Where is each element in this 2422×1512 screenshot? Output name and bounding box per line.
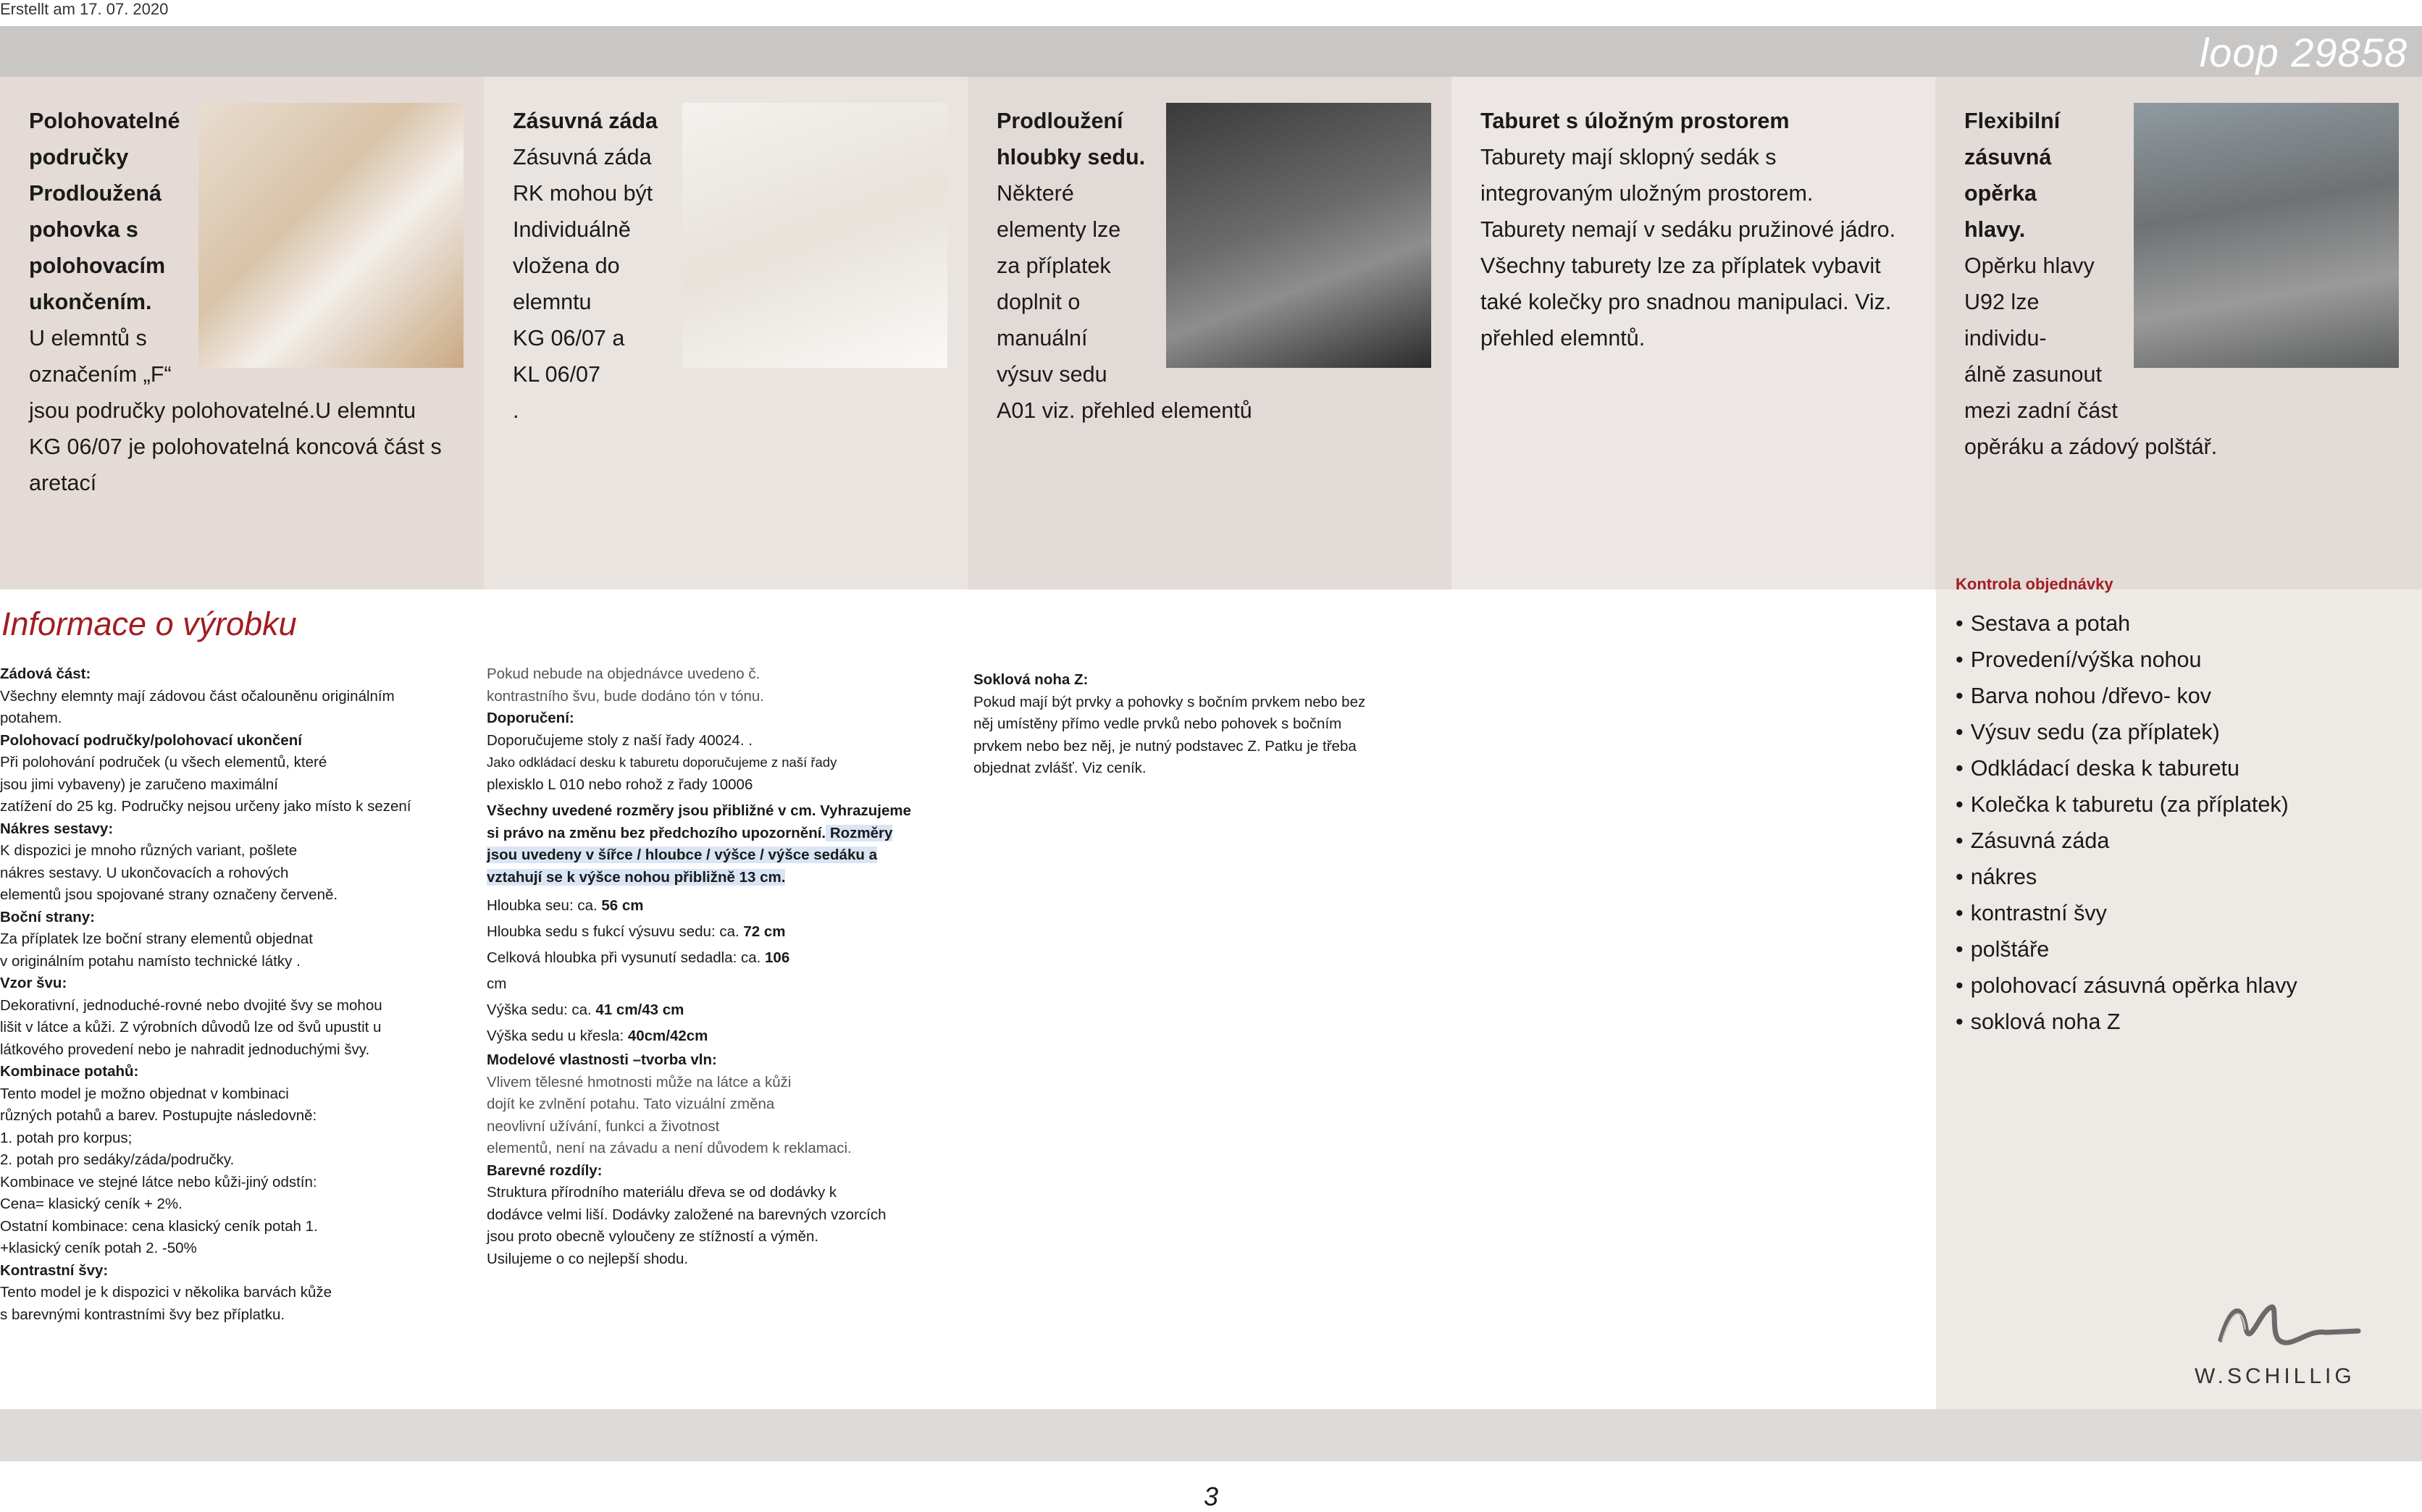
section-line: potahem. (0, 710, 62, 726)
dimensions-list (487, 893, 950, 1049)
section-line: objednat zvlášť. Viz ceník. (973, 760, 1147, 776)
section-line: 1. potah pro korpus; (0, 1129, 133, 1146)
feature-line: Taburety mají sklopný sedák s (1480, 145, 1777, 169)
section-line: různých potahů a barev. Postupujte následovně: (0, 1107, 317, 1124)
section-line: kontrastního švu, bude dodáno tón v tónu. (487, 687, 764, 705)
order-check-item: • Sestava a potah (1956, 605, 2297, 642)
feature-column (0, 77, 484, 589)
feature-line: . (513, 398, 519, 423)
dimension-row (487, 893, 950, 919)
feature-line: za příplatek (997, 253, 1111, 278)
feature-line: vložena do (513, 253, 620, 278)
feature-line: Taburety nemají v sedáku pružinové jádro. (1480, 217, 1896, 242)
dimension-value: 56 cm (601, 897, 644, 914)
feature-line: výsuv sedu (997, 362, 1107, 387)
feature-line: álně zasunout (1964, 362, 2102, 387)
section-line: jsou jimi vybaveny) je zaručeno maximální (0, 776, 278, 793)
dimension-label: Hloubka sedu s fukcí výsuvu sedu: ca. (487, 923, 744, 940)
section-line: Cena= klasický ceník + 2%. (0, 1196, 183, 1212)
title-bar (0, 26, 2422, 77)
schillig-logo (2192, 1289, 2402, 1390)
feature-line: opěráku a zádový polštář. (1964, 434, 2218, 459)
feature-text (29, 103, 464, 501)
feature-line: manuální (997, 326, 1088, 350)
schillig-logo-text: W.SCHILLIG (2195, 1364, 2355, 1388)
section-line: Tento model je k dispozici v několika barvách kůže (0, 1284, 332, 1301)
feature-text (1964, 103, 2399, 465)
feature-line: KG 06/07 je polohovatelná koncová část s (29, 434, 442, 459)
feature-line: jsou područky polohovatelné.U elemntu (29, 398, 416, 423)
feature-line: A01 viz. přehled elementů (997, 398, 1252, 423)
feature-line: doplnit o (997, 290, 1081, 314)
feature-text (1480, 103, 1915, 356)
dimension-value: 72 cm (743, 923, 786, 940)
section-heading: Doporučení: (487, 710, 574, 726)
section-heading: Modelové vlastnosti –tvorba vln: (487, 1051, 717, 1068)
feature-column (968, 77, 1451, 589)
feature-heading: Taburet s úložným prostorem (1480, 109, 1790, 133)
feature-line: také kolečky pro snadnou manipulaci. Viz. (1480, 290, 1892, 314)
section-line: Tento model je možno objednat v kombinaci (0, 1085, 289, 1102)
dimension-row (487, 919, 950, 945)
section-heading: Boční strany: (0, 908, 95, 925)
section-line: Kombinace ve stejné látce nebo kůži-jiný odstín: (0, 1173, 317, 1190)
feature-heading: Polohovatelné (29, 109, 180, 133)
section-line: Struktura přírodního materiálu dřeva se od dodávky k (487, 1184, 837, 1201)
order-check-item: • soklová noha Z (1956, 1004, 2297, 1040)
feature-heading: zásuvná (1964, 145, 2052, 169)
dimension-row (487, 971, 950, 997)
children-behind-sofa-photo (682, 103, 947, 368)
headrest-photo (2134, 103, 2399, 368)
section-line: jsou proto obecně vyloučeny ze stížností a výměn. (487, 1228, 819, 1245)
dimension-label: Celková hloubka při vysunutí sedadla: ca. (487, 949, 766, 966)
info-column-3 (973, 669, 1437, 780)
section-line: v originálním potahu namísto technické látky . (0, 952, 301, 970)
feature-line: elementy lze (997, 217, 1121, 242)
created-date: Erstellt am 17. 07. 2020 (0, 0, 169, 18)
section-heading: Polohovací područky/polohovací ukončení (0, 731, 302, 749)
feature-column (1451, 77, 1935, 589)
section-line: 2. potah pro sedáky/záda/područky. (0, 1151, 235, 1168)
section-line: elementů jsou spojované strany označeny červeně. (0, 886, 338, 903)
info-column-2 (487, 663, 950, 1270)
seat-extension-photo (1166, 103, 1431, 368)
section-line: dodávce velmi liší. Dodávky založené na barevných vzorcích (487, 1206, 887, 1223)
section-line: +klasický ceník potah 2. -50% (0, 1240, 197, 1256)
order-check-item: • Odkládací deska k taburetu (1956, 750, 2297, 786)
feature-text (513, 103, 947, 429)
feature-line: KG 06/07 a (513, 326, 625, 350)
feature-line: označením „F“ (29, 362, 172, 387)
feature-heading: Zásuvná záda (513, 109, 658, 133)
feature-line: Opěrku hlavy (1964, 253, 2095, 278)
section-line: Usilujeme o co nejlepší shodu. (487, 1250, 689, 1267)
section-line: prvkem nebo bez něj, je nutný podstavec Z. Patku je třeba (973, 737, 1357, 755)
feature-line: mezi zadní část (1964, 398, 2118, 423)
section-line: Ostatní kombinace: cena klasický ceník potah 1. (0, 1217, 318, 1235)
dimension-label: Výška sedu: ca. (487, 1001, 596, 1018)
section-line: Za příplatek lze boční strany elementů objednat (0, 931, 313, 947)
feature-heading: Flexibilní (1964, 109, 2061, 133)
section-heading: Barevné rozdíly: (487, 1162, 603, 1179)
dimension-row (487, 1023, 950, 1049)
section-line: plexisklo L 010 nebo rohož z řady 10006 (487, 776, 753, 793)
page-number: 3 (1203, 1482, 1219, 1511)
section-heading: Nákres sestavy: (0, 820, 114, 837)
feature-heading: opěrka (1964, 181, 2037, 206)
section-line: zatížení do 25 kg. Područky nejsou určeny jako místo k sezení (0, 798, 411, 815)
dimensions-notice (487, 800, 950, 889)
feature-heading: Prodloužení (997, 109, 1123, 133)
feature-heading: područky (29, 145, 129, 169)
info-title: Informace o výrobku (1, 605, 297, 642)
info-column-1 (0, 663, 464, 1326)
feature-line: Všechny taburety lze za příplatek vybavit (1480, 253, 1881, 278)
section-line: Doporučujeme stoly z naší řady 40024. . (487, 731, 753, 749)
section-heading: Soklová noha Z: (973, 671, 1089, 688)
section-line: neovlivní užívání, funkci a životnost (487, 1117, 720, 1135)
bottom-bar (0, 1409, 2422, 1461)
notice-line: Všechny uvedené rozměry jsou přibližné v cm. Vyhrazujeme (487, 802, 911, 819)
feature-line: KL 06/07 (513, 362, 600, 387)
section-line: dojít ke zvlnění potahu. Tato vizuální změna (487, 1096, 775, 1112)
section-line: Pokud nebude na objednávce uvedeno č. (487, 665, 760, 682)
section-line: Při polohování područek (u všech elementů, které (0, 754, 327, 770)
order-check-item: • polštáře (1956, 931, 2297, 967)
notice-highlight: Rozměry (826, 824, 893, 841)
order-check-item: • polohovací zásuvná opěrka hlavy (1956, 967, 2297, 1004)
feature-heading: pohovka s (29, 217, 138, 242)
section-line: Všechny elemnty mají zádovou část očalouněnu originálním (0, 687, 395, 705)
feature-heading: hlavy. (1964, 217, 2026, 242)
order-check-list (1956, 605, 2297, 1040)
section-heading: Zádová část: (0, 665, 91, 682)
dimension-value: 106 (765, 949, 790, 966)
feature-line: přehled elemntů. (1480, 326, 1646, 350)
order-check-item: • Kolečka k taburetu (za příplatek) (1956, 786, 2297, 823)
section-line: Vlivem tělesné hmotnosti může na látce a kůži (487, 1073, 792, 1091)
notice-highlight: vztahují se k výšce nohou přibližně 13 cm. (487, 868, 786, 886)
feature-line: integrovaným uložným prostorem. (1480, 181, 1814, 206)
section-heading: Kombinace potahů: (0, 1063, 139, 1080)
dimension-label: cm (487, 975, 507, 992)
section-heading: Kontrastní švy: (0, 1261, 109, 1279)
section-line: elementů, není na závadu a není důvodem k reklamaci. (487, 1140, 852, 1156)
order-check-heading: Kontrola objednávky (1956, 575, 2113, 593)
section-line: K dispozici je mnoho různých variant, pošlete (0, 842, 298, 859)
feature-line: RK mohou být (513, 181, 653, 206)
feature-line: Zásuvná záda (513, 145, 652, 169)
section-line: s barevnými kontrastními švy bez příplatku. (0, 1306, 285, 1323)
feature-heading: hloubky sedu. (997, 145, 1146, 169)
feature-line: elemntu (513, 290, 592, 314)
feature-line: Některé (997, 181, 1074, 206)
dimension-label: Hloubka seu: ca. (487, 897, 602, 914)
section-line: Pokud mají být prvky a pohovky s bočním prvkem nebo bez (973, 693, 1366, 710)
section-line: Jako odkládací desku k taburetu doporučujeme z naší řady (487, 755, 837, 770)
notice-highlight: jsou uvedeny v šířce / hloubce / výšce / výšce sedáku a (487, 847, 877, 863)
feature-heading: polohovacím (29, 253, 166, 278)
children-on-sofa-photo (198, 103, 464, 368)
feature-heading: Prodloužená (29, 181, 162, 206)
feature-line: aretací (29, 471, 97, 495)
order-check-item: • Zásuvná záda (1956, 823, 2297, 859)
product-title: loop 29858 (2199, 30, 2408, 75)
section-heading: Vzor švu: (0, 975, 67, 991)
feature-text (997, 103, 1431, 429)
order-check-item: • nákres (1956, 859, 2297, 895)
feature-line: Individuálně (513, 217, 631, 242)
feature-line: U elemntů s (29, 326, 147, 350)
dimension-value: 40cm/42cm (627, 1028, 708, 1044)
dimension-label: Výška sedu u křesla: (487, 1028, 628, 1044)
order-check-item: • Barva nohou /dřevo- kov (1956, 678, 2297, 714)
feature-line: U92 lze individu- (1964, 290, 2047, 350)
section-line: lišit v látce a kůži. Z výrobních důvodů lze od švů upustit u (0, 1019, 382, 1036)
section-line: látkového provedení nebo je nahradit jednoduchými švy. (0, 1041, 370, 1058)
section-line: Dekorativní, jednoduché-rovné nebo dvojité švy se mohou (0, 996, 382, 1014)
feature-column (1935, 77, 2422, 589)
feature-heading: ukončením. (29, 290, 152, 314)
section-line: něj umístěny přímo vedle prvků nebo pohovek s bočním (973, 715, 1342, 732)
dimension-value: 41 cm/43 cm (595, 1001, 684, 1018)
dimension-row (487, 945, 950, 971)
section-line: nákres sestavy. U ukončovacích a rohových (0, 864, 289, 881)
feature-column (484, 77, 968, 589)
order-check-item: • kontrastní švy (1956, 895, 2297, 931)
notice-line: si právo na změnu bez předchozího upozornění. (487, 824, 826, 841)
order-check-item: • Výsuv sedu (za příplatek) (1956, 714, 2297, 750)
order-check-item: • Provedení/výška nohou (1956, 642, 2297, 678)
dimension-row (487, 997, 950, 1023)
